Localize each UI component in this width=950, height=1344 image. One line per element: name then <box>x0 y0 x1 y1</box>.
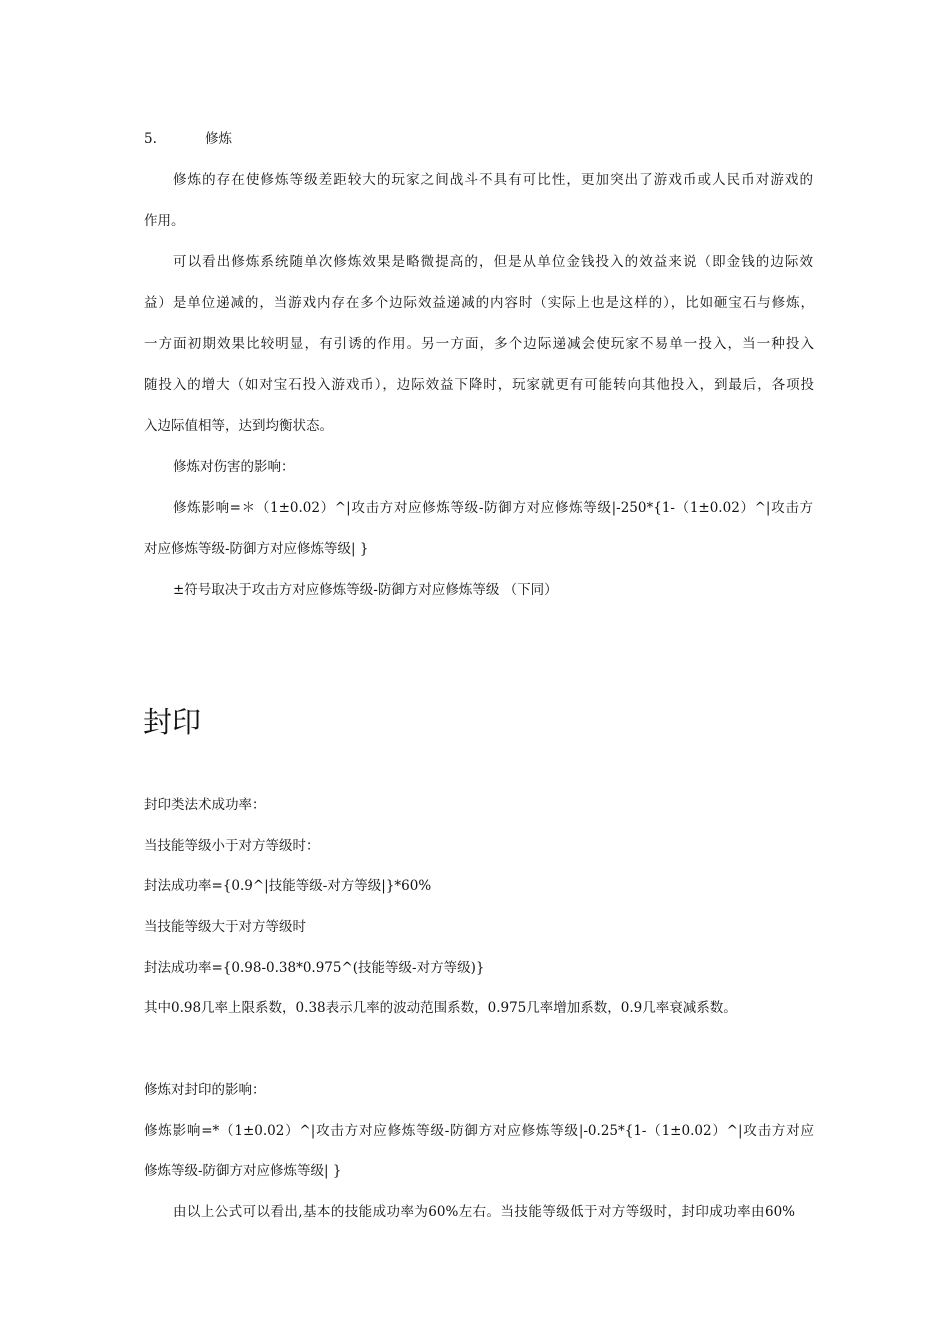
section-title: 修炼 <box>205 131 232 147</box>
paragraph-line: 随投入的增大（如对宝石投入游戏币），边际效益下降时，玩家就更有可能转向其他投入，到最后，各项投 <box>144 377 814 393</box>
paragraph-line: 修炼的存在使修炼等级差距较大的玩家之间战斗不具有可比性，更加突出了游戏币或人民币对游戏的 <box>173 172 813 188</box>
formula-line: 封法成功率={0.9^|技能等级-对方等级|}*60% <box>144 878 432 894</box>
paragraph-line: ±符号取决于攻击方对应修炼等级-防御方对应修炼等级 （下同） <box>173 582 558 598</box>
paragraph-line: 一方面初期效果比较明显，有引诱的作用。另一方面，多个边际递减会使玩家不易单一投入，当一种投入 <box>144 336 814 352</box>
seal-heading: 封印 <box>143 705 202 739</box>
formula-line: 对应修炼等级-防御方对应修炼等级| } <box>144 541 369 557</box>
paragraph-line: 当技能等级小于对方等级时： <box>144 838 320 854</box>
paragraph-line: 可以看出修炼系统随单次修炼效果是略微提高的，但是从单位金钱投入的效益来说（即金钱的边际效 <box>173 254 813 270</box>
paragraph-line: 封印类法术成功率： <box>144 797 266 813</box>
formula-line: 修炼影响=*（1±0.02）^|攻击方对应修炼等级-防御方对应修炼等级|-0.25*{1-（1±0.02）^|攻击方对应 <box>144 1123 814 1139</box>
paragraph-line: 入边际值相等，达到均衡状态。 <box>144 418 333 434</box>
formula-line: 封法成功率={0.98-0.38*0.975^(技能等级-对方等级)} <box>144 960 485 976</box>
paragraph-line: 当技能等级大于对方等级时 <box>144 919 306 935</box>
paragraph-line: 作用。 <box>144 213 185 229</box>
paragraph-line: 益）是单位递减的，当游戏内存在多个边际效益递减的内容时（实际上也是这样的），比如砸宝石与修炼， <box>144 295 814 311</box>
paragraph-line: 其中0.98几率上限系数，0.38表示几率的波动范围系数，0.975几率增加系数，0.9几率衰减系数。 <box>144 1000 737 1016</box>
paragraph-line: 由以上公式可以看出,基本的技能成功率为60%左右。当技能等级低于对方等级时，封印成功率由60% <box>173 1204 795 1220</box>
paragraph-line: 修炼对伤害的影响： <box>173 459 295 475</box>
paragraph-line: 修炼对封印的影响： <box>144 1082 266 1098</box>
section-number: 5. <box>144 131 157 147</box>
formula-line: 修炼影响=＊（1±0.02）^|攻击方对应修炼等级-防御方对应修炼等级|-250*{1-（1±0.02）^|攻击方 <box>173 500 813 516</box>
formula-line: 修炼等级-防御方对应修炼等级| } <box>144 1163 342 1179</box>
